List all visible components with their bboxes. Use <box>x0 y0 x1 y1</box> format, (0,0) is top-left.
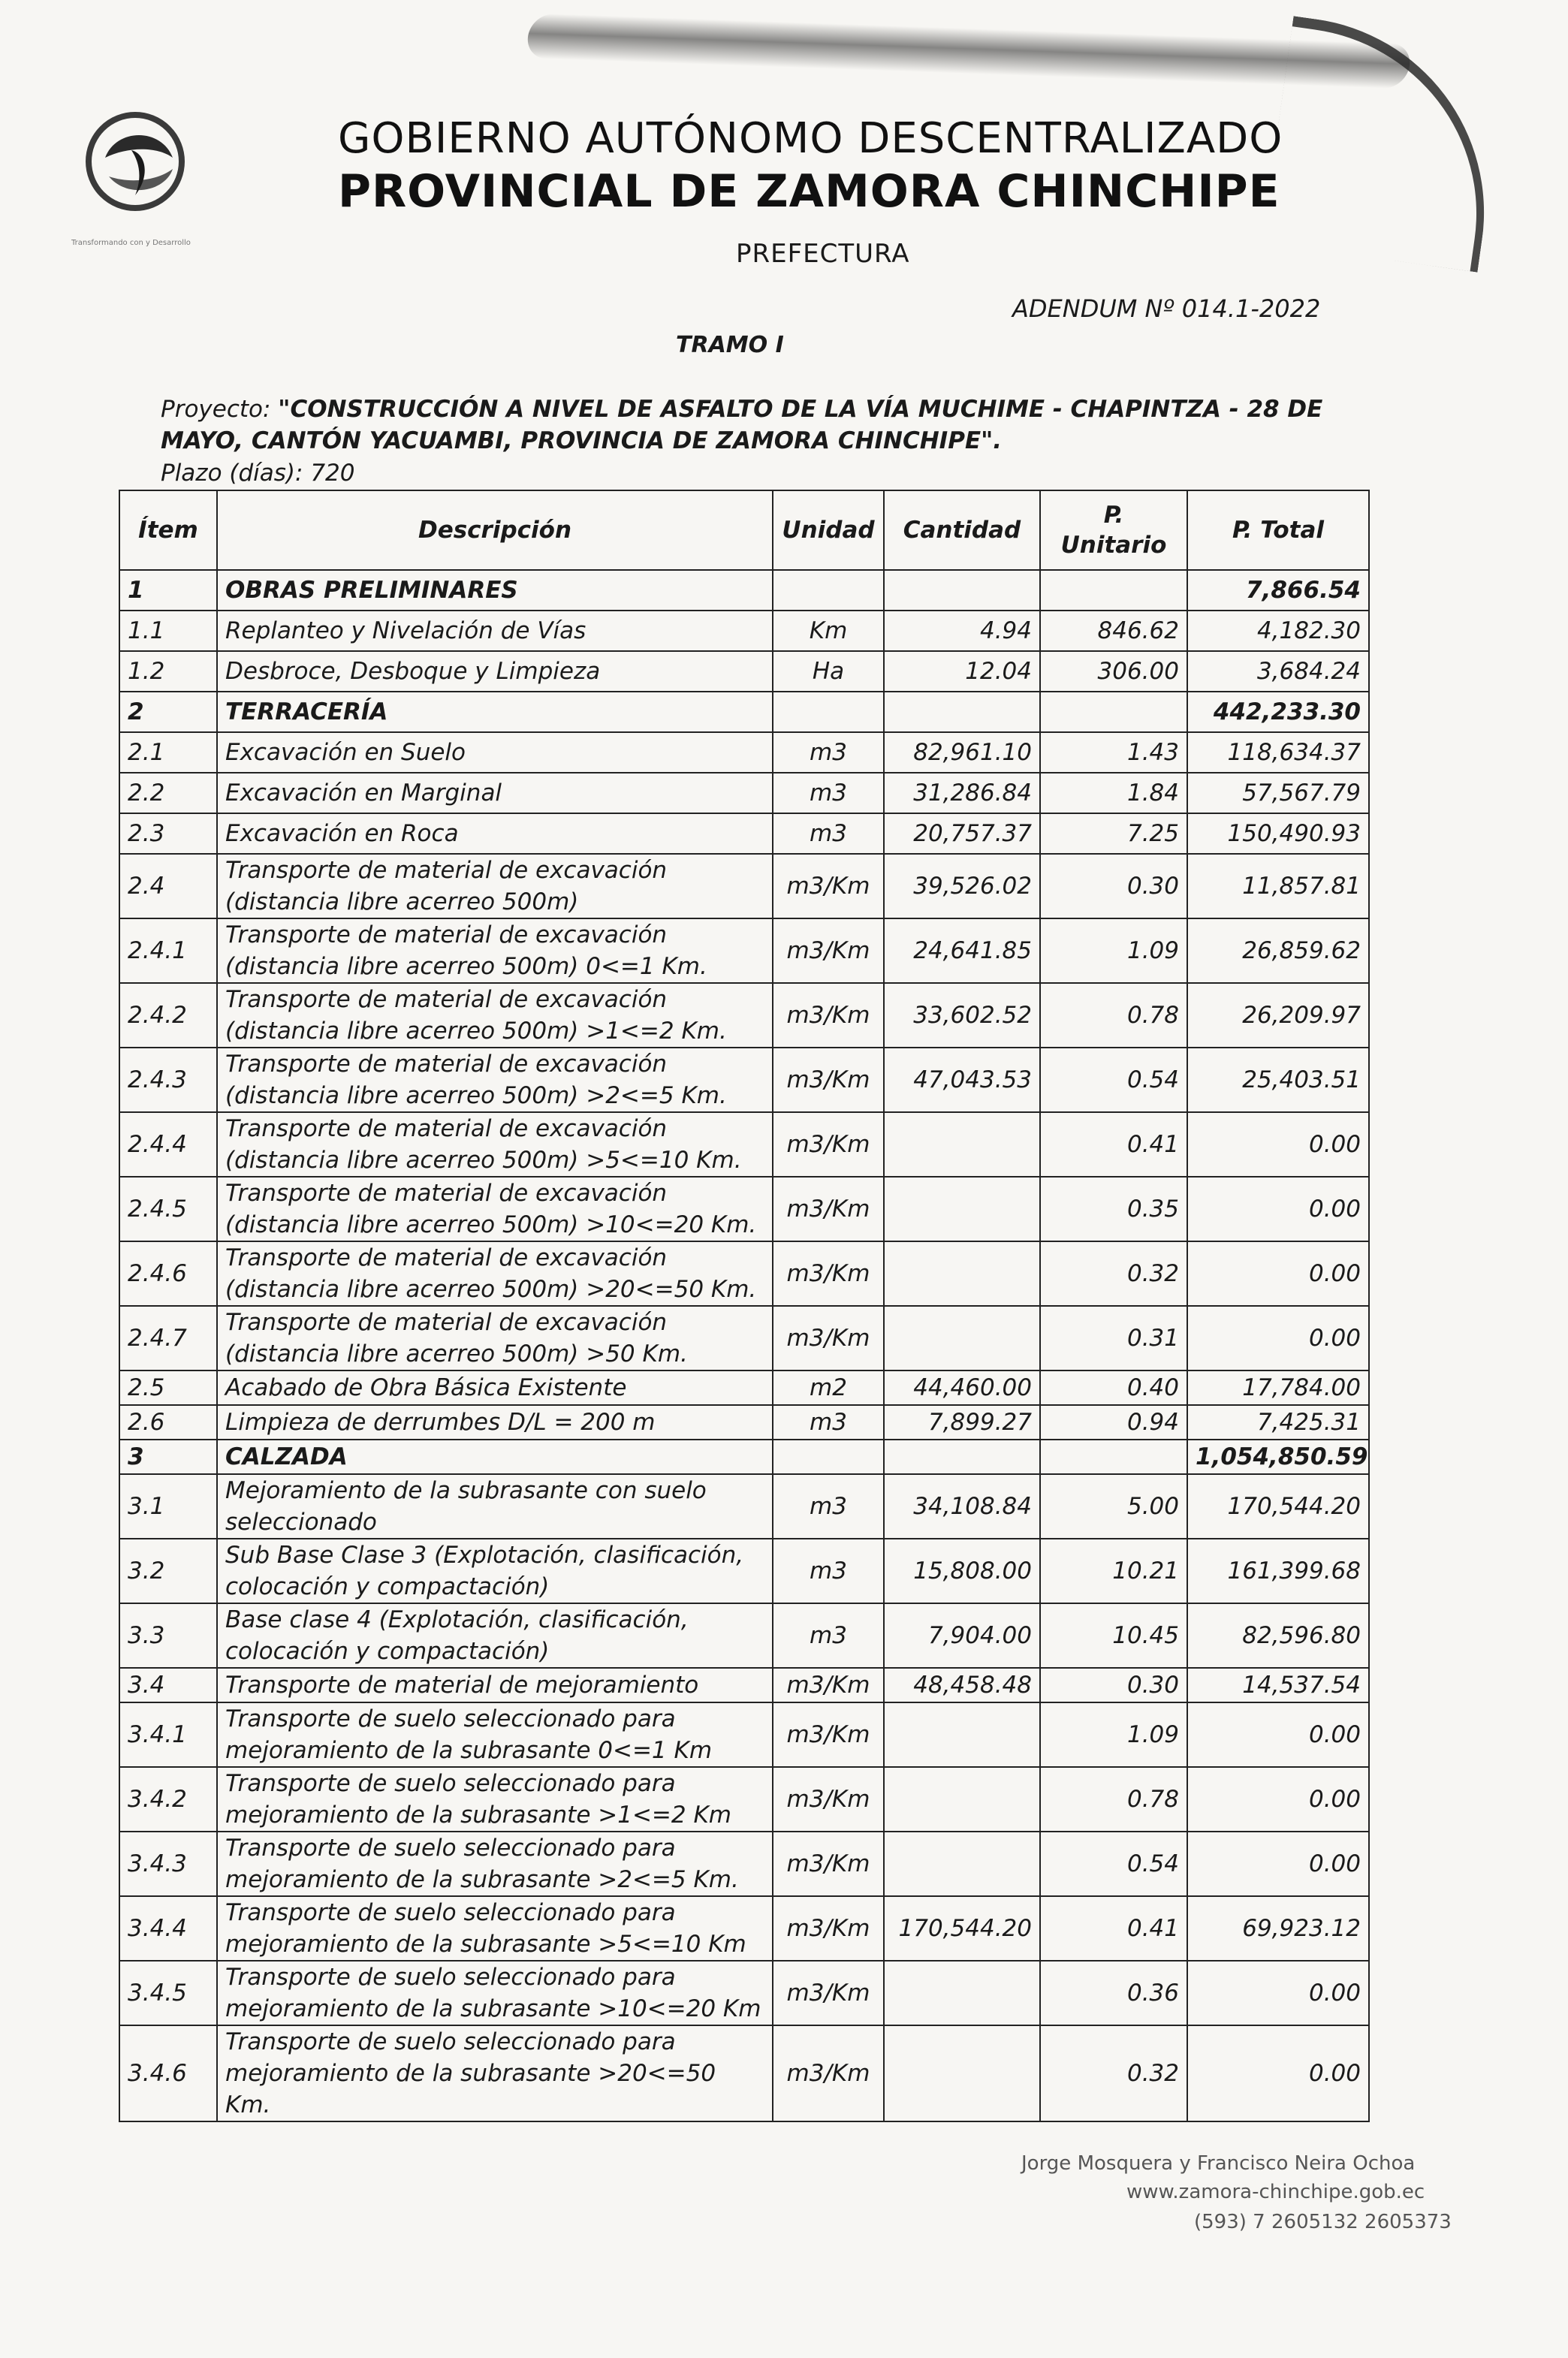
cell-total: 442,233.30 <box>1187 692 1369 732</box>
cell-unitario: 7.25 <box>1040 813 1187 854</box>
footer-phone: (593) 7 2605132 2605373 <box>1194 2211 1452 2233</box>
cell-unidad: m3/Km <box>773 983 884 1048</box>
cell-item: 2.4.3 <box>119 1048 217 1112</box>
table-row <box>119 1405 1369 1440</box>
table-row <box>119 1961 1369 2025</box>
cell-unitario <box>1040 1440 1187 1474</box>
table-row <box>119 813 1369 854</box>
cell-item: 3.4.4 <box>119 1896 217 1961</box>
cell-desc: Transporte de material de excavación (distancia libre acerreo 500m) >5<=10 Km. <box>217 1112 773 1177</box>
cell-cantidad: 4.94 <box>884 611 1040 651</box>
cell-unitario <box>1040 570 1187 611</box>
cell-desc: Limpieza de derrumbes D/L = 200 m <box>217 1405 773 1440</box>
cell-total: 0.00 <box>1187 1702 1369 1767</box>
cell-total: 0.00 <box>1187 1961 1369 2025</box>
table-row <box>119 570 1369 611</box>
cell-desc: Mejoramiento de la subrasante con suelo seleccionado <box>217 1474 773 1539</box>
cell-desc: Replanteo y Nivelación de Vías <box>217 611 773 651</box>
cell-total: 118,634.37 <box>1187 732 1369 773</box>
cell-cantidad: 33,602.52 <box>884 983 1040 1048</box>
cell-total: 0.00 <box>1187 1177 1369 1241</box>
tramo-title: TRAMO I <box>676 332 784 358</box>
cell-unidad <box>773 692 884 732</box>
cell-desc: Sub Base Clase 3 (Explotación, clasificación, colocación y compactación) <box>217 1539 773 1603</box>
cell-cantidad: 12.04 <box>884 651 1040 692</box>
cell-total: 161,399.68 <box>1187 1539 1369 1603</box>
table-row <box>119 918 1369 983</box>
cell-cantidad <box>884 1702 1040 1767</box>
table-row <box>119 854 1369 918</box>
cell-unidad: m3/Km <box>773 1767 884 1832</box>
cell-unitario: 0.36 <box>1040 1961 1187 2025</box>
cell-item: 2.4.1 <box>119 918 217 983</box>
header-cantidad: Cantidad <box>884 490 1040 570</box>
cell-unidad: m3 <box>773 813 884 854</box>
cell-desc: Transporte de material de excavación (distancia libre acerreo 500m) >20<=50 Km. <box>217 1241 773 1306</box>
cell-item: 1.1 <box>119 611 217 651</box>
cell-unidad: m3/Km <box>773 1177 884 1241</box>
cell-unitario: 0.30 <box>1040 1668 1187 1702</box>
cell-unitario: 1.09 <box>1040 1702 1187 1767</box>
cell-item: 3.4.5 <box>119 1961 217 2025</box>
cell-unitario <box>1040 692 1187 732</box>
cell-desc: Transporte de material de excavación (distancia libre acerreo 500m) >2<=5 Km. <box>217 1048 773 1112</box>
table-row <box>119 1832 1369 1896</box>
cell-item: 3.2 <box>119 1539 217 1603</box>
table-row <box>119 1474 1369 1539</box>
cell-unidad: m3/Km <box>773 1832 884 1896</box>
cell-desc: OBRAS PRELIMINARES <box>217 570 773 611</box>
cell-total: 150,490.93 <box>1187 813 1369 854</box>
table-row <box>119 1177 1369 1241</box>
cell-cantidad <box>884 1112 1040 1177</box>
cell-cantidad <box>884 1832 1040 1896</box>
cell-cantidad: 39,526.02 <box>884 854 1040 918</box>
cell-unitario: 1.84 <box>1040 773 1187 813</box>
cell-cantidad <box>884 1961 1040 2025</box>
cell-cantidad: 34,108.84 <box>884 1474 1040 1539</box>
table-row <box>119 1702 1369 1767</box>
cell-item: 2.4.7 <box>119 1306 217 1370</box>
cell-cantidad: 24,641.85 <box>884 918 1040 983</box>
cell-desc: Transporte de suelo seleccionado para mejoramiento de la subrasante >1<=2 Km <box>217 1767 773 1832</box>
header-item: Ítem <box>119 490 217 570</box>
cell-unitario: 10.45 <box>1040 1603 1187 1668</box>
cell-desc: Transporte de material de excavación (distancia libre acerreo 500m) >10<=20 Km. <box>217 1177 773 1241</box>
cell-cantidad: 31,286.84 <box>884 773 1040 813</box>
cell-unidad: m3/Km <box>773 1306 884 1370</box>
table-row <box>119 1603 1369 1668</box>
cell-total: 26,859.62 <box>1187 918 1369 983</box>
cell-desc: Transporte de material de excavación (distancia libre acerreo 500m) <box>217 854 773 918</box>
cell-desc: TERRACERÍA <box>217 692 773 732</box>
cell-total: 69,923.12 <box>1187 1896 1369 1961</box>
cell-desc: Transporte de material de excavación (distancia libre acerreo 500m) >1<=2 Km. <box>217 983 773 1048</box>
cell-desc: Transporte de suelo seleccionado para mejoramiento de la subrasante >20<=50 Km. <box>217 2025 773 2121</box>
table-row <box>119 1896 1369 1961</box>
cell-total: 0.00 <box>1187 1832 1369 1896</box>
cell-unitario: 0.32 <box>1040 1241 1187 1306</box>
header-line-1: GOBIERNO AUTÓNOMO DESCENTRALIZADO <box>338 114 1283 163</box>
cell-item: 2.4 <box>119 854 217 918</box>
cell-unitario: 0.35 <box>1040 1177 1187 1241</box>
cell-total: 14,537.54 <box>1187 1668 1369 1702</box>
cell-item: 2.4.6 <box>119 1241 217 1306</box>
cell-unitario: 10.21 <box>1040 1539 1187 1603</box>
cell-unitario: 0.78 <box>1040 983 1187 1048</box>
project-label: Proyecto: <box>161 396 279 423</box>
cell-total: 0.00 <box>1187 1767 1369 1832</box>
header-unidad: Unidad <box>773 490 884 570</box>
cell-desc: Transporte de suelo seleccionado para mejoramiento de la subrasante 0<=1 Km <box>217 1702 773 1767</box>
cell-unidad: m3/Km <box>773 1048 884 1112</box>
cell-cantidad: 48,458.48 <box>884 1668 1040 1702</box>
budget-table <box>119 490 1370 2122</box>
cell-cantidad <box>884 2025 1040 2121</box>
cell-unidad: m3 <box>773 1474 884 1539</box>
cell-total: 25,403.51 <box>1187 1048 1369 1112</box>
cell-desc: Transporte de material de excavación (distancia libre acerreo 500m) >50 Km. <box>217 1306 773 1370</box>
cell-unitario: 0.41 <box>1040 1896 1187 1961</box>
cell-total: 170,544.20 <box>1187 1474 1369 1539</box>
header-prefectura: PREFECTURA <box>736 239 910 269</box>
cell-unidad: m3/Km <box>773 1241 884 1306</box>
table-row <box>119 732 1369 773</box>
cell-unitario: 0.31 <box>1040 1306 1187 1370</box>
cell-item: 1 <box>119 570 217 611</box>
table-header-row <box>119 490 1369 570</box>
cell-cantidad <box>884 570 1040 611</box>
cell-item: 3 <box>119 1440 217 1474</box>
cell-desc: Acabado de Obra Básica Existente <box>217 1370 773 1405</box>
cell-unitario: 5.00 <box>1040 1474 1187 1539</box>
cell-unitario: 0.32 <box>1040 2025 1187 2121</box>
header-p-unitario: P. Unitario <box>1040 490 1187 570</box>
cell-total: 57,567.79 <box>1187 773 1369 813</box>
table-row <box>119 1112 1369 1177</box>
cell-desc: Base clase 4 (Explotación, clasificación, colocación y compactación) <box>217 1603 773 1668</box>
table-row <box>119 1370 1369 1405</box>
cell-unitario: 846.62 <box>1040 611 1187 651</box>
cell-unidad: m3/Km <box>773 1702 884 1767</box>
header-descripcion: Descripción <box>217 490 773 570</box>
cell-desc: Transporte de material de excavación (distancia libre acerreo 500m) 0<=1 Km. <box>217 918 773 983</box>
cell-total: 1,054,850.59 <box>1187 1440 1369 1474</box>
cell-desc: Transporte de suelo seleccionado para mejoramiento de la subrasante >5<=10 Km <box>217 1896 773 1961</box>
table-row <box>119 692 1369 732</box>
cell-unidad: m2 <box>773 1370 884 1405</box>
cell-desc: Transporte de suelo seleccionado para mejoramiento de la subrasante >10<=20 Km <box>217 1961 773 2025</box>
cell-unitario: 0.30 <box>1040 854 1187 918</box>
cell-item: 2.1 <box>119 732 217 773</box>
cell-item: 2.4.5 <box>119 1177 217 1241</box>
cell-desc: Transporte de material de mejoramiento <box>217 1668 773 1702</box>
cell-unidad: m3 <box>773 732 884 773</box>
cell-desc: Desbroce, Desboque y Limpieza <box>217 651 773 692</box>
table-row <box>119 1668 1369 1702</box>
logo-caption: Transformando con y Desarrollo <box>71 239 191 247</box>
cell-total: 7,866.54 <box>1187 570 1369 611</box>
cell-cantidad <box>884 1306 1040 1370</box>
cell-item: 3.1 <box>119 1474 217 1539</box>
table-row <box>119 651 1369 692</box>
cell-unidad: m3/Km <box>773 1961 884 2025</box>
cell-item: 3.4 <box>119 1668 217 1702</box>
cell-unidad: m3/Km <box>773 1896 884 1961</box>
cell-unitario: 0.54 <box>1040 1048 1187 1112</box>
cell-unitario: 1.09 <box>1040 918 1187 983</box>
cell-cantidad: 82,961.10 <box>884 732 1040 773</box>
cell-item: 2.6 <box>119 1405 217 1440</box>
cell-desc: Excavación en Suelo <box>217 732 773 773</box>
project-name: "CONSTRUCCIÓN A NIVEL DE ASFALTO DE LA VÍA MUCHIME - CHAPINTZA - 28 DE MAYO, CANTÓN YACUAMBI, PROVINCIA DE ZAMORA CHINCHIPE". <box>161 396 1323 454</box>
prefecture-logo <box>75 105 195 218</box>
table-row <box>119 2025 1369 2121</box>
cell-unidad: m3/Km <box>773 1112 884 1177</box>
table-row <box>119 1241 1369 1306</box>
cell-unitario: 306.00 <box>1040 651 1187 692</box>
cell-desc: Excavación en Marginal <box>217 773 773 813</box>
cell-unitario: 0.40 <box>1040 1370 1187 1405</box>
footer-website[interactable]: www.zamora-chinchipe.gob.ec <box>1126 2181 1425 2203</box>
cell-unidad: m3/Km <box>773 918 884 983</box>
cell-desc: Transporte de suelo seleccionado para mejoramiento de la subrasante >2<=5 Km. <box>217 1832 773 1896</box>
cell-total: 11,857.81 <box>1187 854 1369 918</box>
cell-unidad: Km <box>773 611 884 651</box>
cell-desc: CALZADA <box>217 1440 773 1474</box>
cell-cantidad: 20,757.37 <box>884 813 1040 854</box>
cell-unidad: m3/Km <box>773 1668 884 1702</box>
adendum-number: ADENDUM Nº 014.1-2022 <box>1012 294 1321 323</box>
cell-item: 3.3 <box>119 1603 217 1668</box>
cell-total: 3,684.24 <box>1187 651 1369 692</box>
cell-unitario: 0.94 <box>1040 1405 1187 1440</box>
cell-desc: Excavación en Roca <box>217 813 773 854</box>
table-row <box>119 1306 1369 1370</box>
table-row <box>119 983 1369 1048</box>
table-row <box>119 1539 1369 1603</box>
footer-address: Jorge Mosquera y Francisco Neira Ochoa <box>1021 2152 1416 2175</box>
cell-total: 26,209.97 <box>1187 983 1369 1048</box>
cell-total: 0.00 <box>1187 2025 1369 2121</box>
cell-cantidad <box>884 1767 1040 1832</box>
cell-cantidad <box>884 1440 1040 1474</box>
cell-unidad: m3/Km <box>773 854 884 918</box>
cell-item: 3.4.2 <box>119 1767 217 1832</box>
cell-item: 2.4.4 <box>119 1112 217 1177</box>
cell-item: 2.5 <box>119 1370 217 1405</box>
cell-unitario: 0.41 <box>1040 1112 1187 1177</box>
cell-total: 82,596.80 <box>1187 1603 1369 1668</box>
project-description <box>161 394 1362 457</box>
cell-unitario: 0.78 <box>1040 1767 1187 1832</box>
cell-item: 3.4.1 <box>119 1702 217 1767</box>
table-row <box>119 773 1369 813</box>
cell-item: 2.2 <box>119 773 217 813</box>
cell-unidad: Ha <box>773 651 884 692</box>
cell-unidad <box>773 570 884 611</box>
cell-cantidad <box>884 1177 1040 1241</box>
cell-cantidad: 15,808.00 <box>884 1539 1040 1603</box>
cell-item: 1.2 <box>119 651 217 692</box>
cell-total: 17,784.00 <box>1187 1370 1369 1405</box>
cell-total: 0.00 <box>1187 1241 1369 1306</box>
cell-item: 2.3 <box>119 813 217 854</box>
cell-cantidad <box>884 1241 1040 1306</box>
header-line-2: PROVINCIAL DE ZAMORA CHINCHIPE <box>338 165 1280 218</box>
cell-cantidad: 44,460.00 <box>884 1370 1040 1405</box>
cell-cantidad: 7,899.27 <box>884 1405 1040 1440</box>
cell-cantidad: 170,544.20 <box>884 1896 1040 1961</box>
cell-unidad: m3 <box>773 1603 884 1668</box>
table-row <box>119 611 1369 651</box>
cell-unidad: m3/Km <box>773 2025 884 2121</box>
cell-total: 4,182.30 <box>1187 611 1369 651</box>
plazo-days: Plazo (días): 720 <box>161 460 355 487</box>
scan-shadow-curve <box>1262 16 1509 272</box>
cell-item: 3.4.3 <box>119 1832 217 1896</box>
cell-unitario: 1.43 <box>1040 732 1187 773</box>
cell-cantidad: 47,043.53 <box>884 1048 1040 1112</box>
scan-shadow-band <box>524 13 1413 89</box>
table-row <box>119 1440 1369 1474</box>
cell-cantidad <box>884 692 1040 732</box>
table-row <box>119 1048 1369 1112</box>
cell-unidad: m3 <box>773 1405 884 1440</box>
cell-total: 0.00 <box>1187 1112 1369 1177</box>
cell-unitario: 0.54 <box>1040 1832 1187 1896</box>
cell-item: 3.4.6 <box>119 2025 217 2121</box>
header-p-total: P. Total <box>1187 490 1369 570</box>
cell-cantidad: 7,904.00 <box>884 1603 1040 1668</box>
cell-item: 2 <box>119 692 217 732</box>
table-row <box>119 1767 1369 1832</box>
cell-unidad <box>773 1440 884 1474</box>
cell-total: 0.00 <box>1187 1306 1369 1370</box>
cell-unidad: m3 <box>773 773 884 813</box>
cell-unidad: m3 <box>773 1539 884 1603</box>
cell-item: 2.4.2 <box>119 983 217 1048</box>
cell-total: 7,425.31 <box>1187 1405 1369 1440</box>
